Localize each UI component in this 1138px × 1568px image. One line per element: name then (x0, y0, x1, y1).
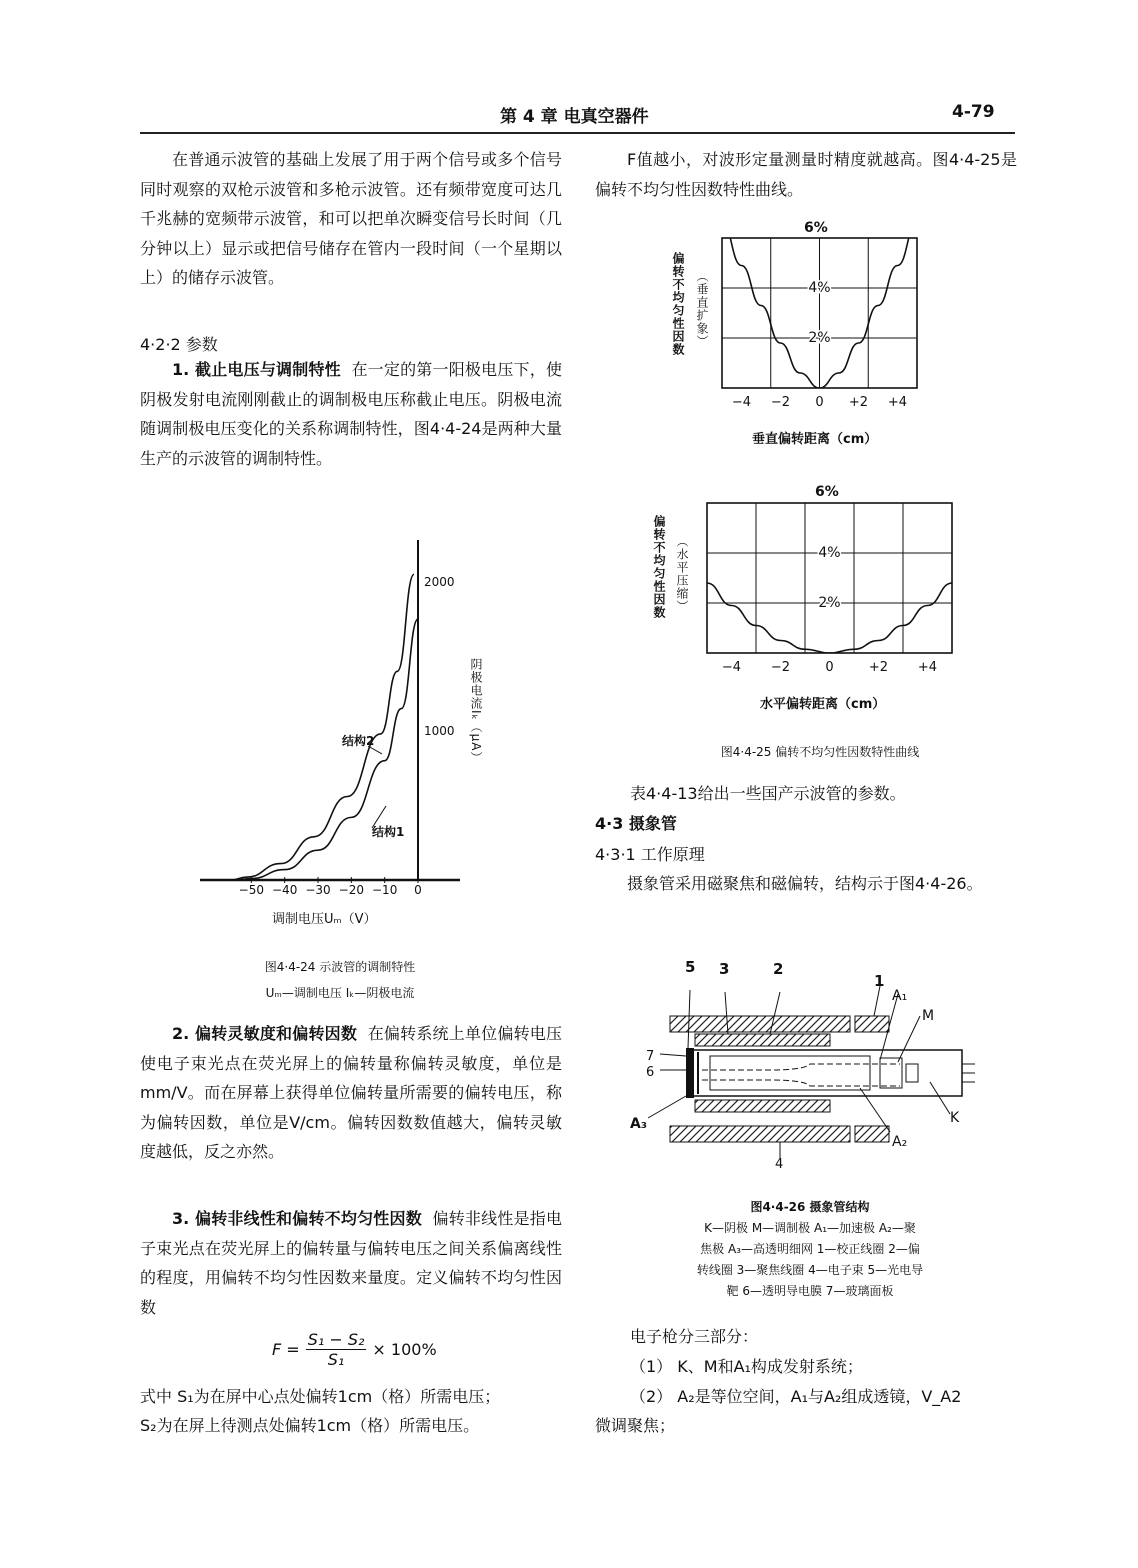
item1-title: 1. 截止电压与调制特性 (172, 360, 341, 379)
fig25-top-chart (722, 238, 917, 410)
item3-title: 3. 偏转非线性和偏转不均匀性因数 (172, 1209, 422, 1228)
camera-intro: 摄象管采用磁聚焦和磁偏转，结构示于图4·4-26。 (627, 874, 983, 893)
series-line-2 (235, 619, 418, 880)
fig25-bottom-ylabel: 偏转不均匀性因数 (652, 515, 666, 619)
leader-2 (368, 746, 382, 754)
formula (272, 1330, 437, 1369)
fig25-top-ysub: （垂直扩象） (695, 270, 709, 348)
gun-part-1: （1） K、M和A₁构成发射系统； (630, 1357, 863, 1376)
curve (707, 583, 952, 653)
x-tick-label: +4 (887, 395, 908, 410)
gun-part-2b: 微调聚焦； (595, 1416, 676, 1435)
fig26-caption: 图4·4-26 摄象管结构 (750, 1200, 870, 1214)
page-number: 4-79 (952, 102, 995, 122)
fig26-legend-1: K—阴极 M—调制极 A₁—加速极 A₂—聚 (704, 1221, 916, 1235)
fig24-caption: 图4·4-24 示波管的调制特性 (264, 960, 416, 974)
item2-title: 2. 偏转灵敏度和偏转因数 (172, 1024, 358, 1043)
fig26-legend-4: 靶 6—透明导电膜 7—玻璃面板 (726, 1284, 894, 1298)
y-tick-label: 2000 (424, 574, 455, 589)
svg-text:7: 7 (646, 1049, 655, 1064)
formula-denominator: S₁ (327, 1350, 345, 1369)
fig25-bottom-xlabel: 水平偏转距离（cm） (760, 697, 886, 712)
x-tick-label: 0 (414, 883, 422, 897)
section-heading-4-3: 4·3 摄象管 (595, 814, 677, 833)
intro-paragraph: 在普通示波管的基础上发展了用于两个信号或多个信号同时观察的双枪示波管和多枪示波管。还有频带宽度可达几千兆赫的宽频带示波管，和可以把单次瞬变信号长时间（几分钟以上）显示或把信号储存在管内一段时间（一个星期以上）的储存示波管。 (140, 150, 562, 287)
x-tick-label: −40 (272, 883, 298, 897)
header-rule (140, 132, 1015, 134)
y-tick-label: 1000 (424, 723, 455, 738)
y-tick-label: 2% (818, 595, 841, 611)
chapter-header: 第 4 章 电真空器件 (500, 107, 649, 127)
deflection-coil-top (695, 1034, 830, 1046)
item3-body: 偏转非线性是指电子束光点在荧光屏上的偏转量与偏转电压之间关系偏离线性的程度，用偏转不均匀性因数来量度。定义偏转不均匀性因数 (140, 1209, 562, 1317)
x-tick-label: −20 (338, 883, 364, 897)
cathode-k (906, 1064, 918, 1082)
fig26-legend-2: 焦极 A₃—高透明细网 1—校正线圈 2—偏 (700, 1242, 920, 1256)
camera-tube-diagram (630, 960, 960, 1170)
x-tick-label: −10 (372, 883, 398, 897)
grid-m (880, 1058, 902, 1088)
formula-numerator: S₁ − S₂ (307, 1330, 365, 1349)
item2-body: 在偏转系统上单位偏转电压使电子束光点在荧光屏上的偏转量称偏转灵敏度，单位是mm/V。而在屏幕上获得单位偏转量所需要的偏转电压，称为偏转因数，单位是V/cm。偏转因数数值越大，偏转灵敏度越低，反之亦然。 (140, 1024, 562, 1161)
series-label-2: 结构2 (342, 734, 375, 748)
svg-text:3: 3 (719, 960, 730, 978)
x-tick-label: 0 (815, 395, 824, 410)
formula-tail: × 100% (372, 1340, 437, 1359)
x-tick-label: 0 (825, 660, 834, 675)
svg-text:5: 5 (685, 958, 696, 976)
y-tick-label: 4% (808, 280, 831, 296)
svg-text:A₃: A₃ (630, 1116, 647, 1132)
modulation-chart (200, 540, 480, 910)
item2-paragraph (140, 1019, 562, 1167)
x-tick-label: −2 (770, 395, 791, 410)
fig24-caption-sub: Uₘ—调制电压 Iₖ—阴极电流 (265, 986, 415, 1000)
fig25-top-ylabel: 偏转不均匀性因数 (671, 252, 685, 356)
svg-text:A₁: A₁ (892, 988, 908, 1004)
table-reference: 表4·4-13给出一些国产示波管的参数。 (630, 784, 906, 803)
fig25-bottom-ysub: （水平压缩） (675, 535, 689, 613)
x-tick-label: −4 (721, 660, 742, 675)
focus-coil-top (670, 1016, 850, 1032)
fig25-bottom-chart (707, 503, 952, 675)
series-label-1: 结构1 (372, 825, 405, 839)
item3-paragraph (140, 1204, 562, 1322)
svg-text:4: 4 (775, 1157, 784, 1172)
formula-fraction (306, 1330, 367, 1369)
y-tick-label: 4% (818, 545, 841, 561)
fig25-caption: 图4·4-25 偏转不均匀性因数特性曲线 (720, 745, 920, 759)
x-tick-label: −30 (305, 883, 331, 897)
x-tick-label: +4 (917, 660, 938, 675)
svg-text:K: K (950, 1110, 960, 1126)
gun-title: 电子枪分三部分： (630, 1327, 759, 1346)
correction-coil-bottom (855, 1126, 889, 1142)
x-tick-label: −50 (238, 883, 264, 897)
fig24-ylabel: 阴极电流Iₖ（μA） (469, 658, 483, 765)
correction-coil-top (855, 1016, 889, 1032)
fig25-bottom-title: 6% (815, 484, 839, 500)
glass-faceplate (686, 1048, 694, 1098)
svg-text:2: 2 (773, 960, 784, 978)
item1-paragraph (140, 355, 562, 473)
fig25-top-xlabel: 垂直偏转距离（cm） (752, 432, 878, 447)
svg-text:6: 6 (646, 1065, 655, 1080)
deflection-coil-bottom (695, 1100, 830, 1112)
plot-frame (707, 503, 952, 653)
svg-text:A₂: A₂ (892, 1134, 908, 1150)
x-tick-label: +2 (868, 660, 889, 675)
x-tick-label: −4 (731, 395, 752, 410)
section-heading-4-2-2: 4·2·2 参数 (140, 335, 218, 354)
anode-a2 (710, 1056, 870, 1090)
fig25-top-title: 6% (804, 220, 828, 236)
x-tick-label: −2 (770, 660, 791, 675)
svg-text:1: 1 (874, 972, 885, 990)
svg-text:M: M (922, 1008, 935, 1024)
fig26-legend-3: 转线圈 3—聚焦线圈 4—电子束 5—光电导 (696, 1263, 924, 1277)
right-intro: F值越小，对波形定量测量时精度就越高。图4·4-25是偏转不均匀性因数特性曲线。 (595, 150, 1017, 199)
where-line-2: S₂为在屏上待测点处偏转1cm（格）所需电压。 (140, 1416, 480, 1435)
gun-part-2: （2） A₂是等位空间，A₁与A₂组成透镜，V_A2 (630, 1387, 962, 1406)
section-heading-4-3-1: 4·3·1 工作原理 (595, 845, 705, 864)
tube-envelope (692, 1050, 962, 1096)
where-line-1: 式中 S₁为在屏中心点处偏转1cm（格）所需电压； (140, 1387, 501, 1406)
item1-body: 在一定的第一阳极电压下，使阴极发射电流刚刚截止的调制极电压称截止电压。阴极电流随调制极电压变化的关系称调制特性，图4·4-24是两种大量生产的示波管的调制特性。 (140, 360, 562, 468)
x-tick-label: +2 (848, 395, 869, 410)
focus-coil-bottom (670, 1126, 850, 1142)
fig24-xlabel: 调制电压Uₘ（V） (272, 912, 377, 927)
y-tick-label: 2% (808, 330, 831, 346)
formula-lhs: F = (272, 1340, 300, 1359)
